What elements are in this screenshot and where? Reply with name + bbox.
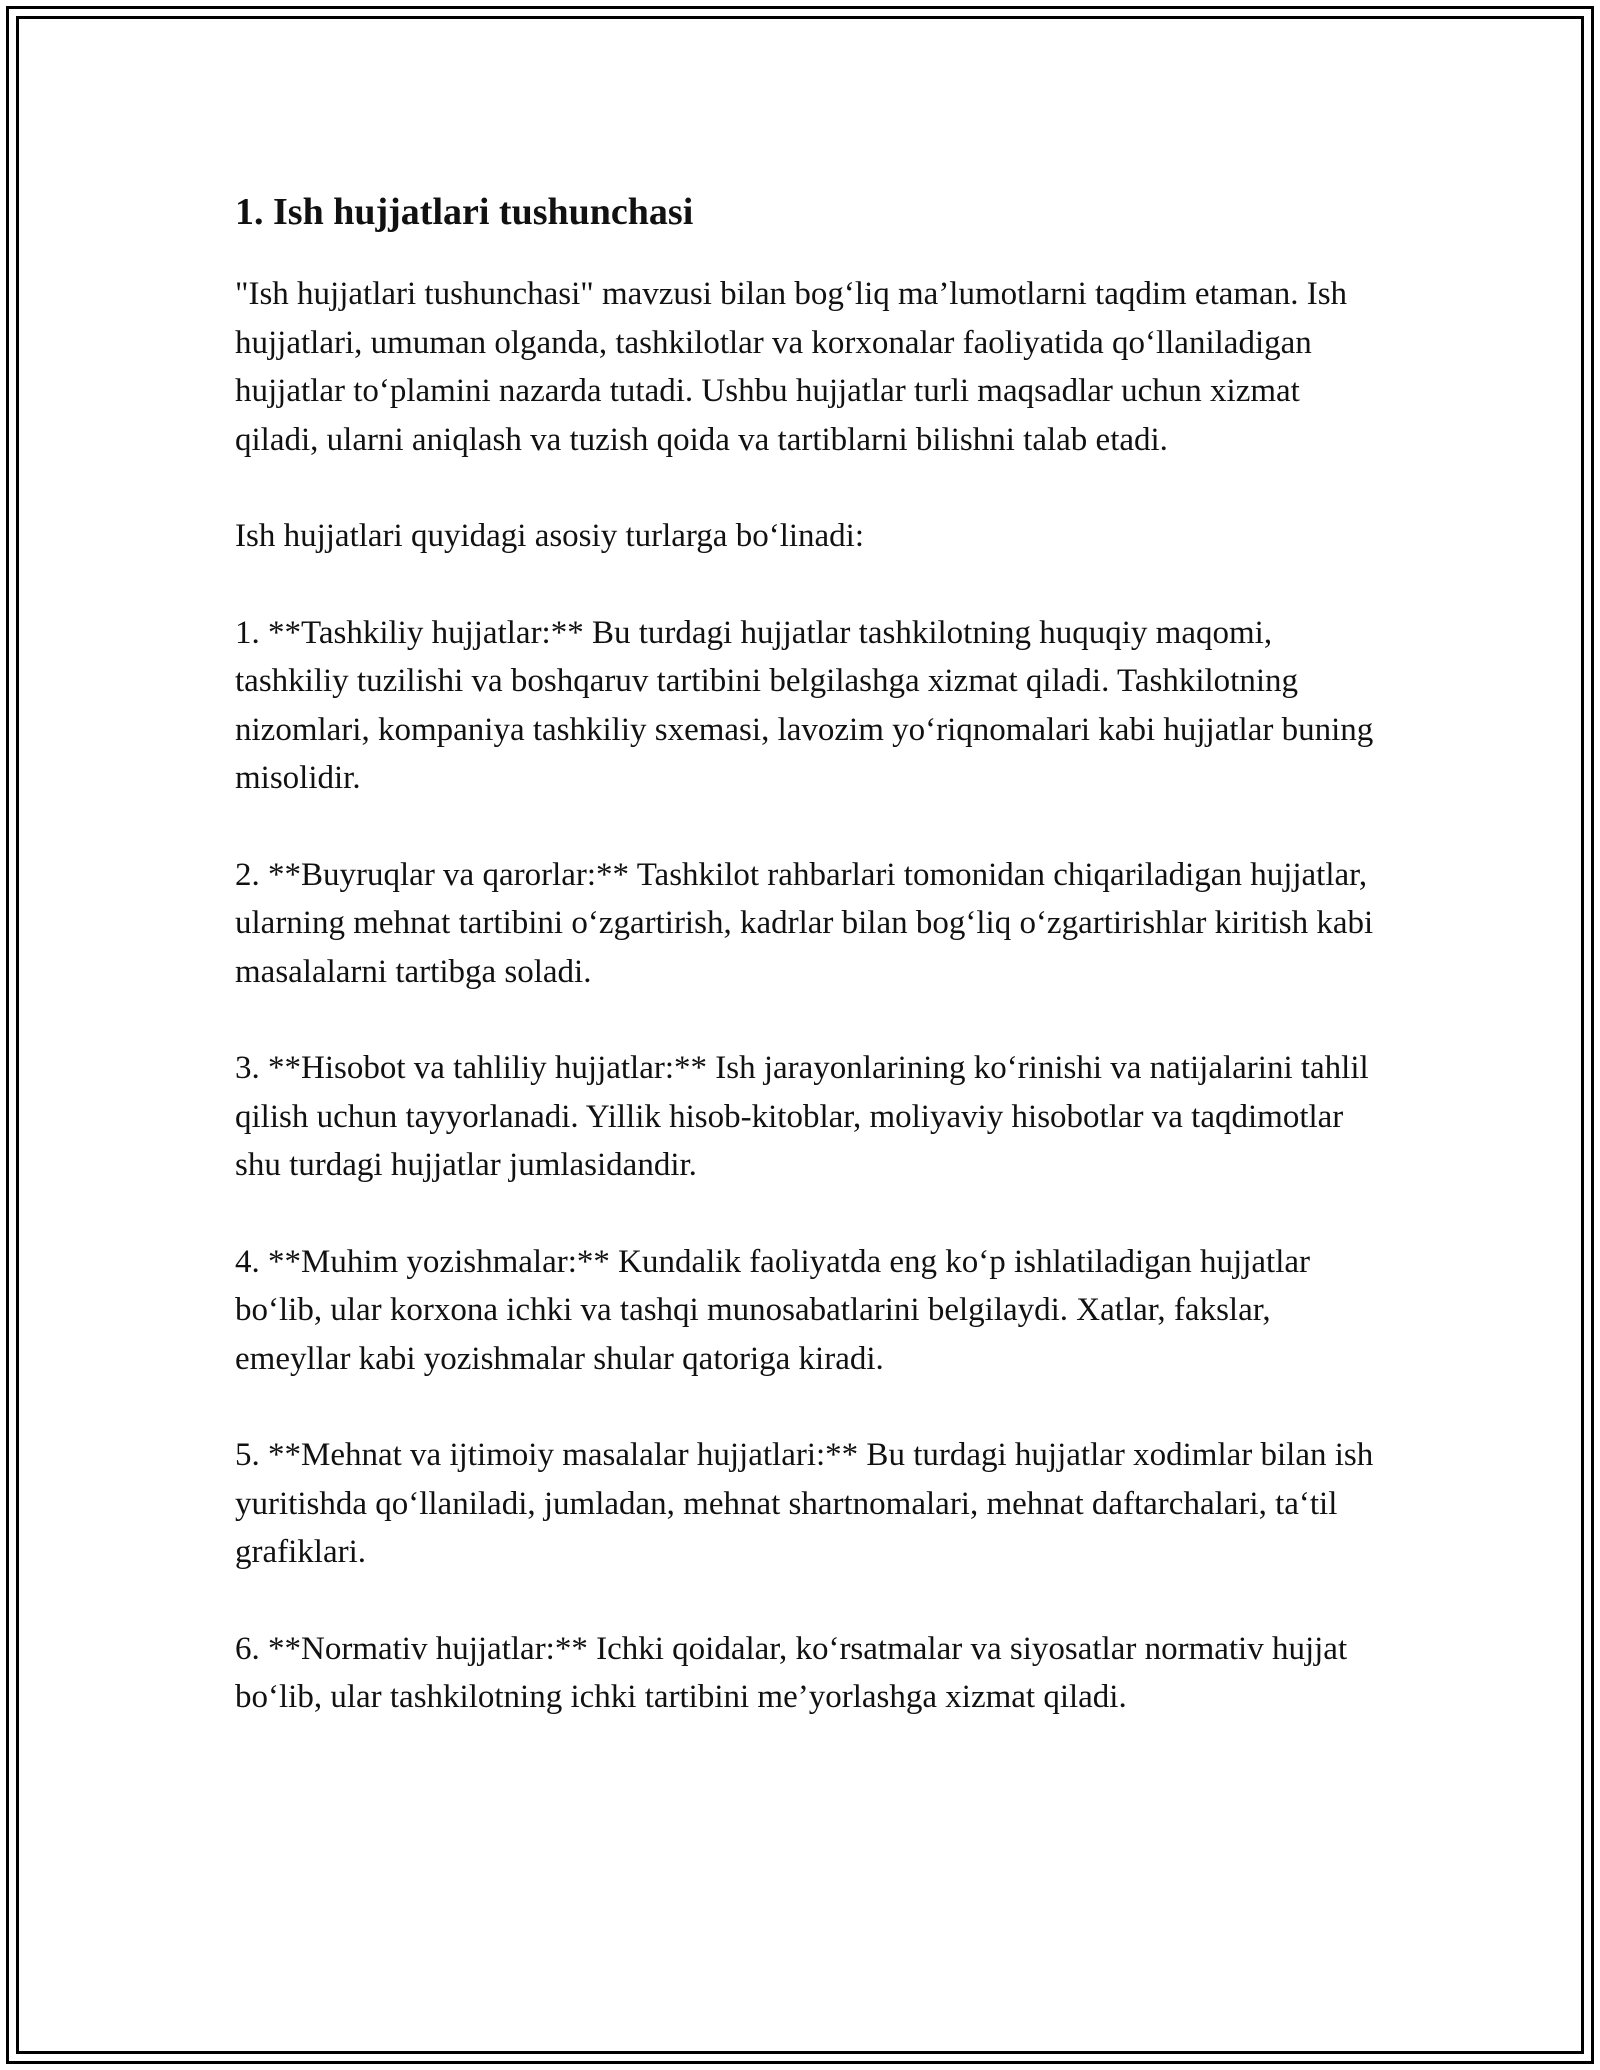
list-item-yozishmalar: 4. **Muhim yozishmalar:** Kundalik faoliyatda eng ko‘p ishlatiladigan hujjatlar bo‘lib, ular korxona ichki va tashqi munosabatlarini belgilaydi. Xatlar, fakslar, emeyllar kabi yozishmalar shular qatoriga kiradi. xyxy=(235,1243,1311,1377)
types-intro-paragraph: Ish hujjatlari quyidagi asosiy turlarga bo‘linadi: xyxy=(235,518,865,554)
list-item-hisobot: 3. **Hisobot va tahliliy hujjatlar:** Ish jarayonlarining ko‘rinishi va natijalarini tahlil qilish uchun tayyorlanadi. Yillik hisob-kitoblar, moliyaviy hisobotlar va taqdimotlar shu turdagi hujjatlar jumlasidandir. xyxy=(235,1050,1369,1183)
intro-paragraph: "Ish hujjatlari tushunchasi" mavzusi bilan bog‘liq ma’lumotlarni taqdim etaman. Ish hujjatlari, umuman olganda, tashkilotlar va korxonalar faoliyatida qo‘llaniladigan hujjatlar to‘plamini nazarda tutadi. Ushbu hujjatlar turli maqsadlar uchun xizmat qiladi, ularni aniqlash va tuzish qoida va tartiblarni bilishni talab etadi. xyxy=(235,276,1348,458)
list-item-mehnat: 5. **Mehnat va ijtimoiy masalalar hujjatlari:** Bu turdagi hujjatlar xodimlar bilan ish yuritishda qo‘llaniladi, jumladan, mehnat shartnomalari, mehnat daftarchalari, ta‘til grafiklari. xyxy=(235,1437,1374,1570)
list-item-tashkiliy: 1. **Tashkiliy hujjatlar:** Bu turdagi hujjatlar tashkilotning huquqiy maqomi, tashkiliy tuzilishi va boshqaruv tartibini belgilashga xizmat qiladi. Tashkilotning nizomlari, kompaniya tashkiliy sxemasi, lavozim yo‘riqnomalari kabi hujjatlar buning misolidir. xyxy=(235,614,1374,796)
document-body xyxy=(235,188,1385,1770)
document-title: 1. Ish hujjatlari tushunchasi xyxy=(235,191,694,233)
list-item-buyruqlar: 2. **Buyruqlar va qarorlar:** Tashkilot rahbarlari tomonidan chiqariladigan hujjatlar, ularning mehnat tartibini o‘zgartirish, kadrlar bilan bog‘liq o‘zgartirishlar kiritish kabi masalalarni tartibga soladi. xyxy=(235,856,1374,990)
list-item-normativ: 6. **Normativ hujjatlar:** Ichki qoidalar, ko‘rsatmalar va siyosatlar normativ hujjat bo‘lib, ular tashkilotning ichki tartibini me’yorlashga xizmat qiladi. xyxy=(235,1630,1348,1715)
